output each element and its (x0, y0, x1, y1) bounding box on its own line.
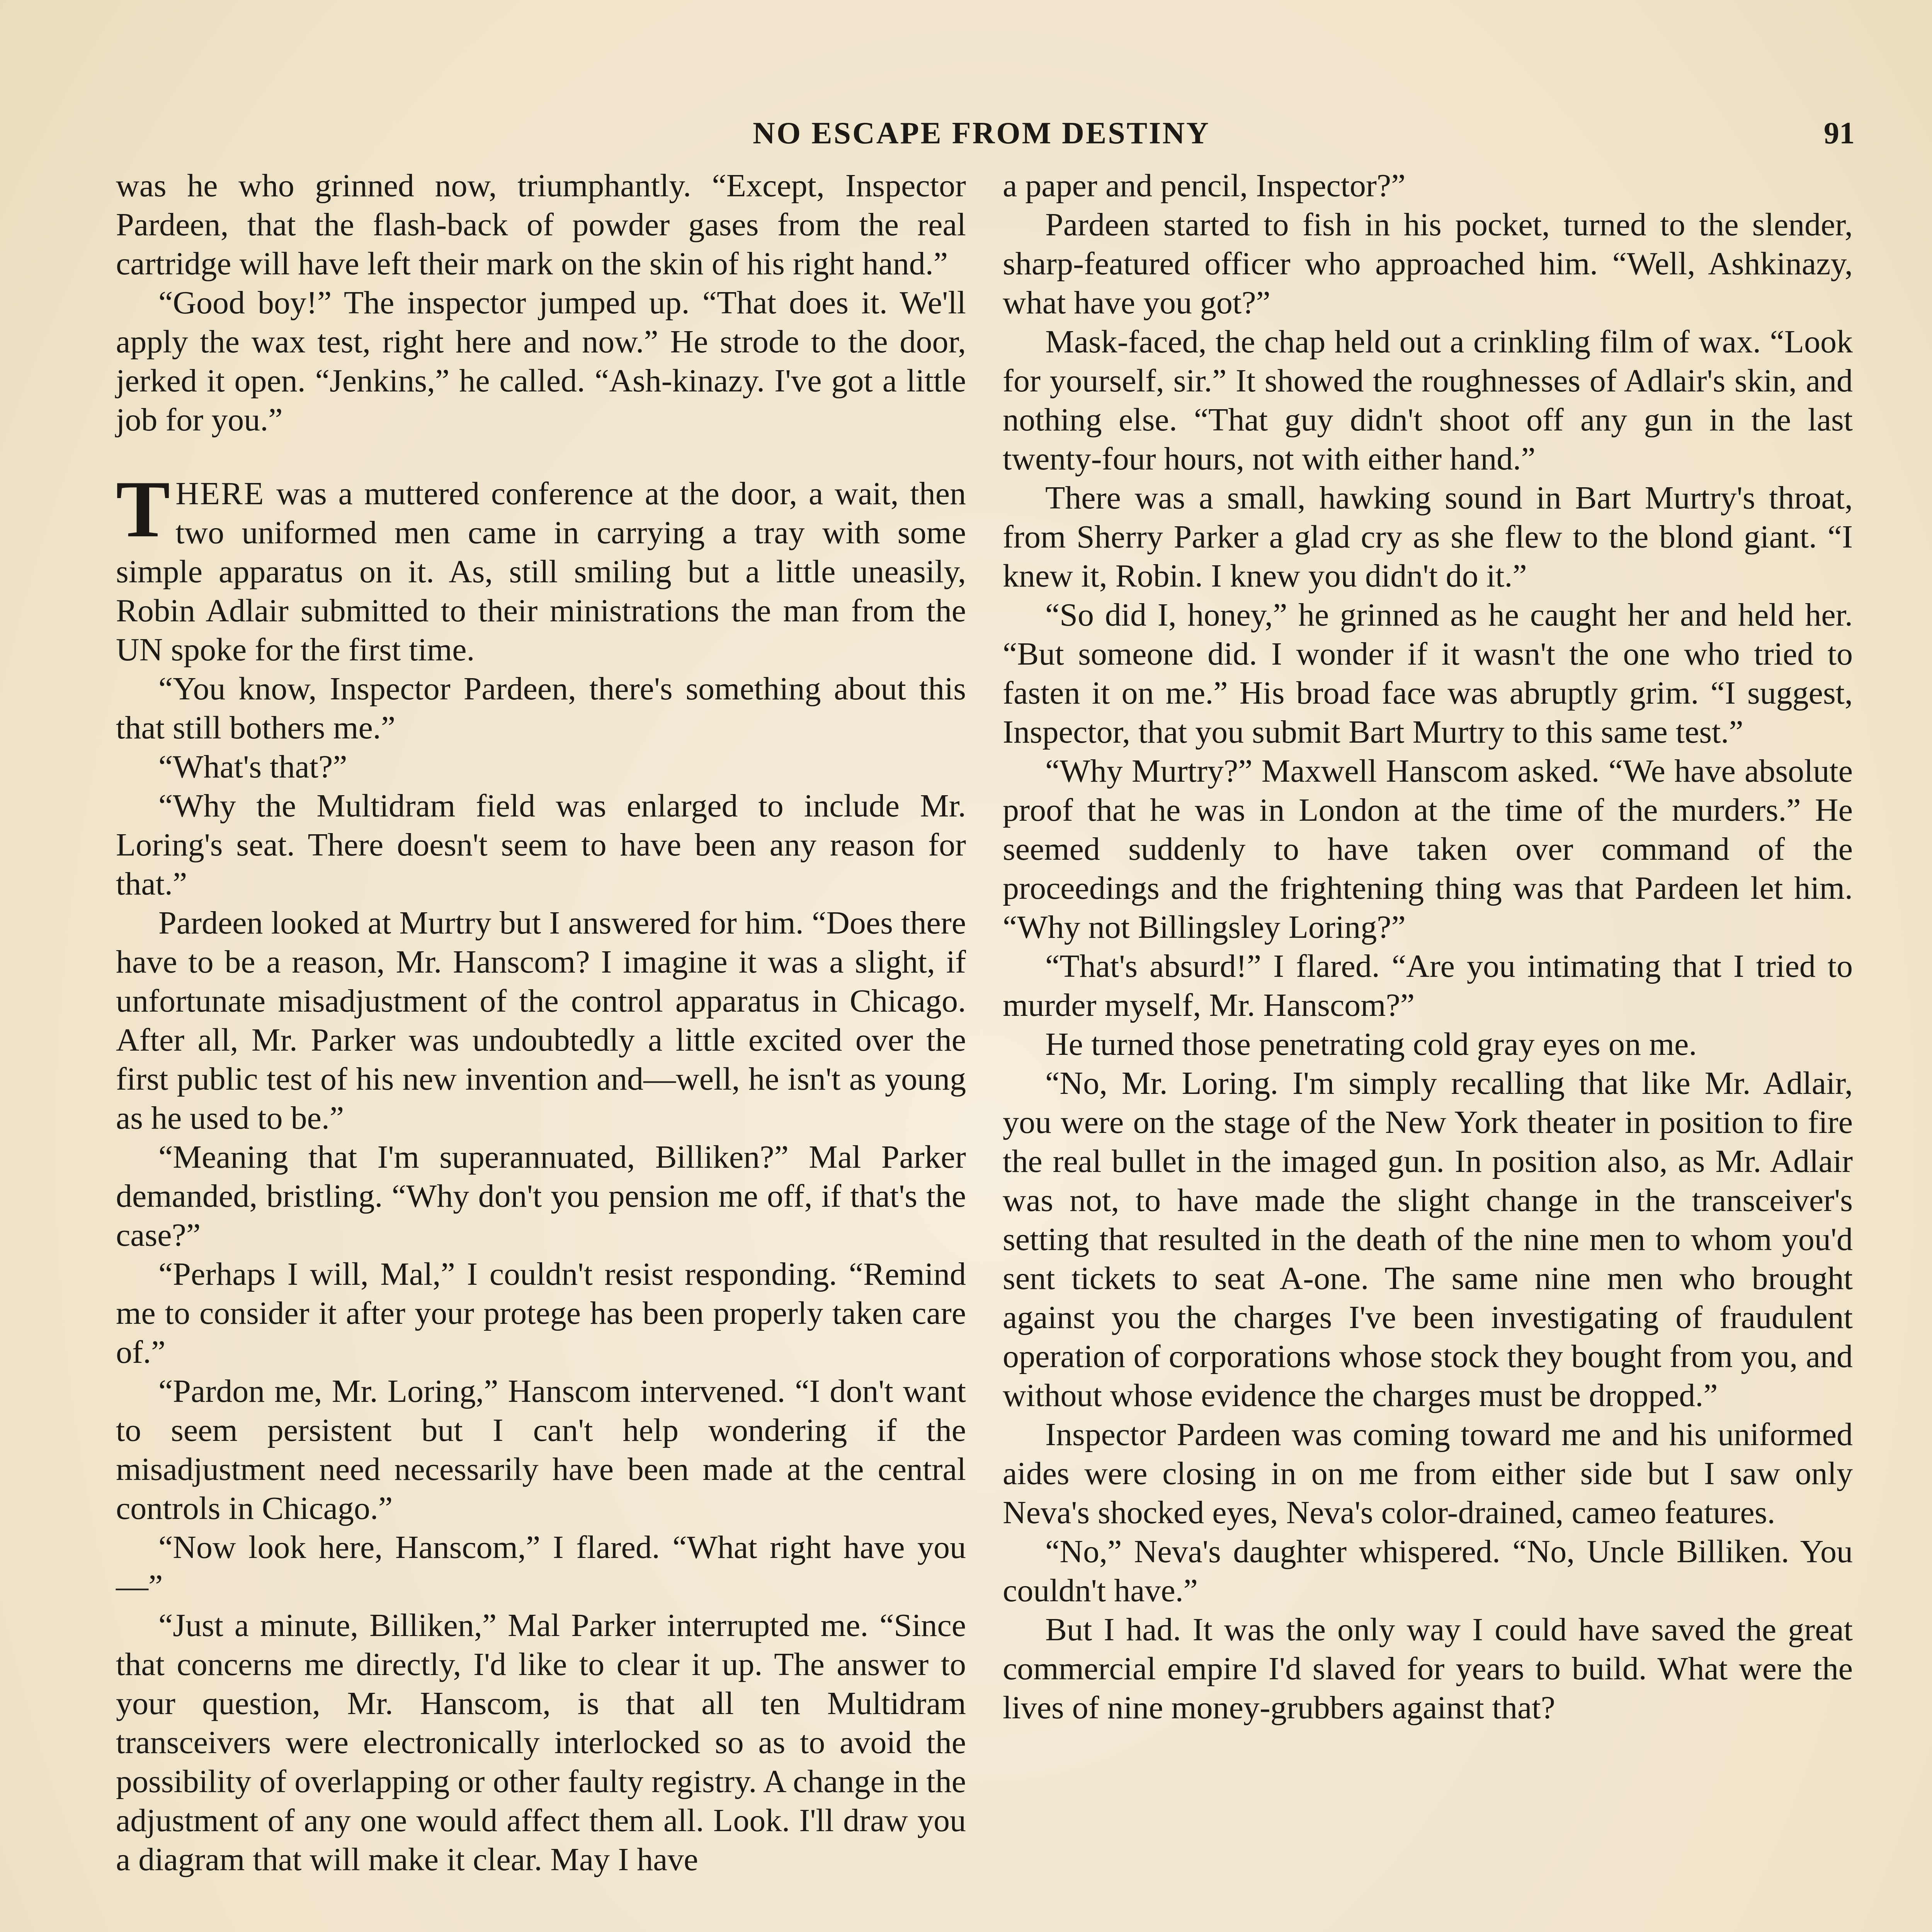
paragraph: “Why Murtry?” Maxwell Hanscom asked. “We have absolute proof that he was in London at the time of the murders.” He seemed suddenly to have taken over command of the proceedings and the frightening thing was that Pardeen let him. “Why not Billingsley Loring?” (1003, 753, 1853, 945)
paragraph: But I had. It was the only way I could have saved the great commercial empire I'd slaved for years to build. What were the lives of nine money-grubbers against that? (1003, 1612, 1853, 1726)
paragraph: “Why the Multidram field was enlarged to include Mr. Loring's seat. There doesn't seem to have been any reason for that.” (116, 788, 966, 902)
paragraph: He turned those penetrating cold gray eyes on me. (1045, 1026, 1697, 1062)
paragraph: “That's absurd!” I flared. “Are you intimating that I tried to murder myself, Mr. Hanscom?” (1003, 948, 1853, 1023)
paragraph: “You know, Inspector Pardeen, there's something about this that still bothers me.” (116, 671, 966, 746)
paragraph-text: was a muttered conference at the door, a wait, then two uniformed men came in carrying a tray with some simple apparatus on it. As, still smiling but a little uneasily, Robin Adlair submitted to their ministrations the man from the UN spoke for the first time. (116, 476, 966, 668)
right-column (1003, 166, 1853, 1932)
paragraph: “No, Mr. Loring. I'm simply recalling that like Mr. Adlair, you were on the stage of the New York theater in position to fire the real bullet in the imaged gun. In position also, as Mr. Adlair was not, to have made the slight change in the transceiver's setting that resulted in the death of the nine men to whom you'd sent tickets to seat A-one. The same nine men who brought against you the charges I've been investigating of fraudulent operation of corporations whose stock they bought from you, and without whose evidence the charges must be dropped.” (1003, 1065, 1853, 1413)
paragraph: Pardeen started to fish in his pocket, turned to the slender, sharp-featured officer who approached him. “Well, Ashkinazy, what have you got?” (1003, 207, 1853, 321)
small-caps-lead: HERE (175, 476, 265, 512)
paragraph: Mask-faced, the chap held out a crinkling film of wax. “Look for yourself, sir.” It showed the roughnesses of Adlair's skin, and nothing else. “That guy didn't shoot off any gun in the last twenty-four hours, not with either hand.” (1003, 324, 1853, 477)
left-column (116, 166, 966, 1932)
paragraph: “What's that?” (158, 749, 347, 785)
page-number: 91 (1824, 116, 1855, 150)
paragraph: “So did I, honey,” he grinned as he caught her and held her. “But someone did. I wonder if it wasn't the one who tried to fasten it on me.” His broad face was abruptly grim. “I suggest, Inspector, that you submit Bart Murtry to this same test.” (1003, 597, 1853, 750)
page-header (108, 116, 1855, 162)
paragraph: a paper and pencil, Inspector?” (1003, 168, 1406, 204)
section-opening-paragraph (116, 464, 966, 669)
paragraph: “No,” Neva's daughter whispered. “No, Uncle Billiken. You couldn't have.” (1003, 1534, 1853, 1609)
paragraph: “Meaning that I'm superannuated, Billiken?” Mal Parker demanded, bristling. “Why don't you pension me off, if that's the case?” (116, 1139, 966, 1253)
paragraph: “Now look here, Hanscom,” I flared. “What right have you—” (116, 1529, 966, 1604)
paragraph: “Perhaps I will, Mal,” I couldn't resist responding. “Remind me to consider it after your protege has been properly taken care of.” (116, 1256, 966, 1370)
drop-cap: T (116, 464, 170, 554)
paragraph: was he who grinned now, triumphantly. “Except, Inspector Pardeen, that the flash-back of powder gases from the real cartridge will have left their mark on the skin of his right hand.” (116, 168, 966, 282)
paragraph: Pardeen looked at Murtry but I answered for him. “Does there have to be a reason, Mr. Hanscom? I imagine it was a slight, if unfortunate misadjustment of the control apparatus in Chicago. After all, Mr. Parker was undoubtedly a little excited over the first public test of his new invention and—well, he isn't as young as he used to be.” (116, 905, 966, 1136)
running-title: NO ESCAPE FROM DESTINY (753, 116, 1210, 150)
paragraph: “Pardon me, Mr. Loring,” Hanscom intervened. “I don't want to seem persistent but I can't help wondering if the misadjustment need necessarily have been made at the central controls in Chicago.” (116, 1373, 966, 1526)
paragraph: “Good boy!” The inspector jumped up. “That does it. We'll apply the wax test, right here and now.” He strode to the door, jerked it open. “Jenkins,” he called. “Ash-kinazy. I've got a little job for you.” (116, 285, 966, 438)
paragraph: There was a small, hawking sound in Bart Murtry's throat, from Sherry Parker a glad cry as she flew to the blond giant. “I knew it, Robin. I knew you didn't do it.” (1003, 480, 1853, 594)
paragraph: Inspector Pardeen was coming toward me and his uniformed aides were closing in on me from either side but I saw only Neva's shocked eyes, Neva's color-drained, cameo features. (1003, 1417, 1853, 1531)
paragraph: “Just a minute, Billiken,” Mal Parker interrupted me. “Since that concerns me directly, I'd like to clear it up. The answer to your question, Mr. Hanscom, is that all ten Multidram transceivers were electronically interlocked so as to avoid the possibility of overlapping or other faulty registry. A change in the adjustment of any one would affect them all. Look. I'll draw you a diagram that will make it clear. May I have (116, 1607, 966, 1878)
